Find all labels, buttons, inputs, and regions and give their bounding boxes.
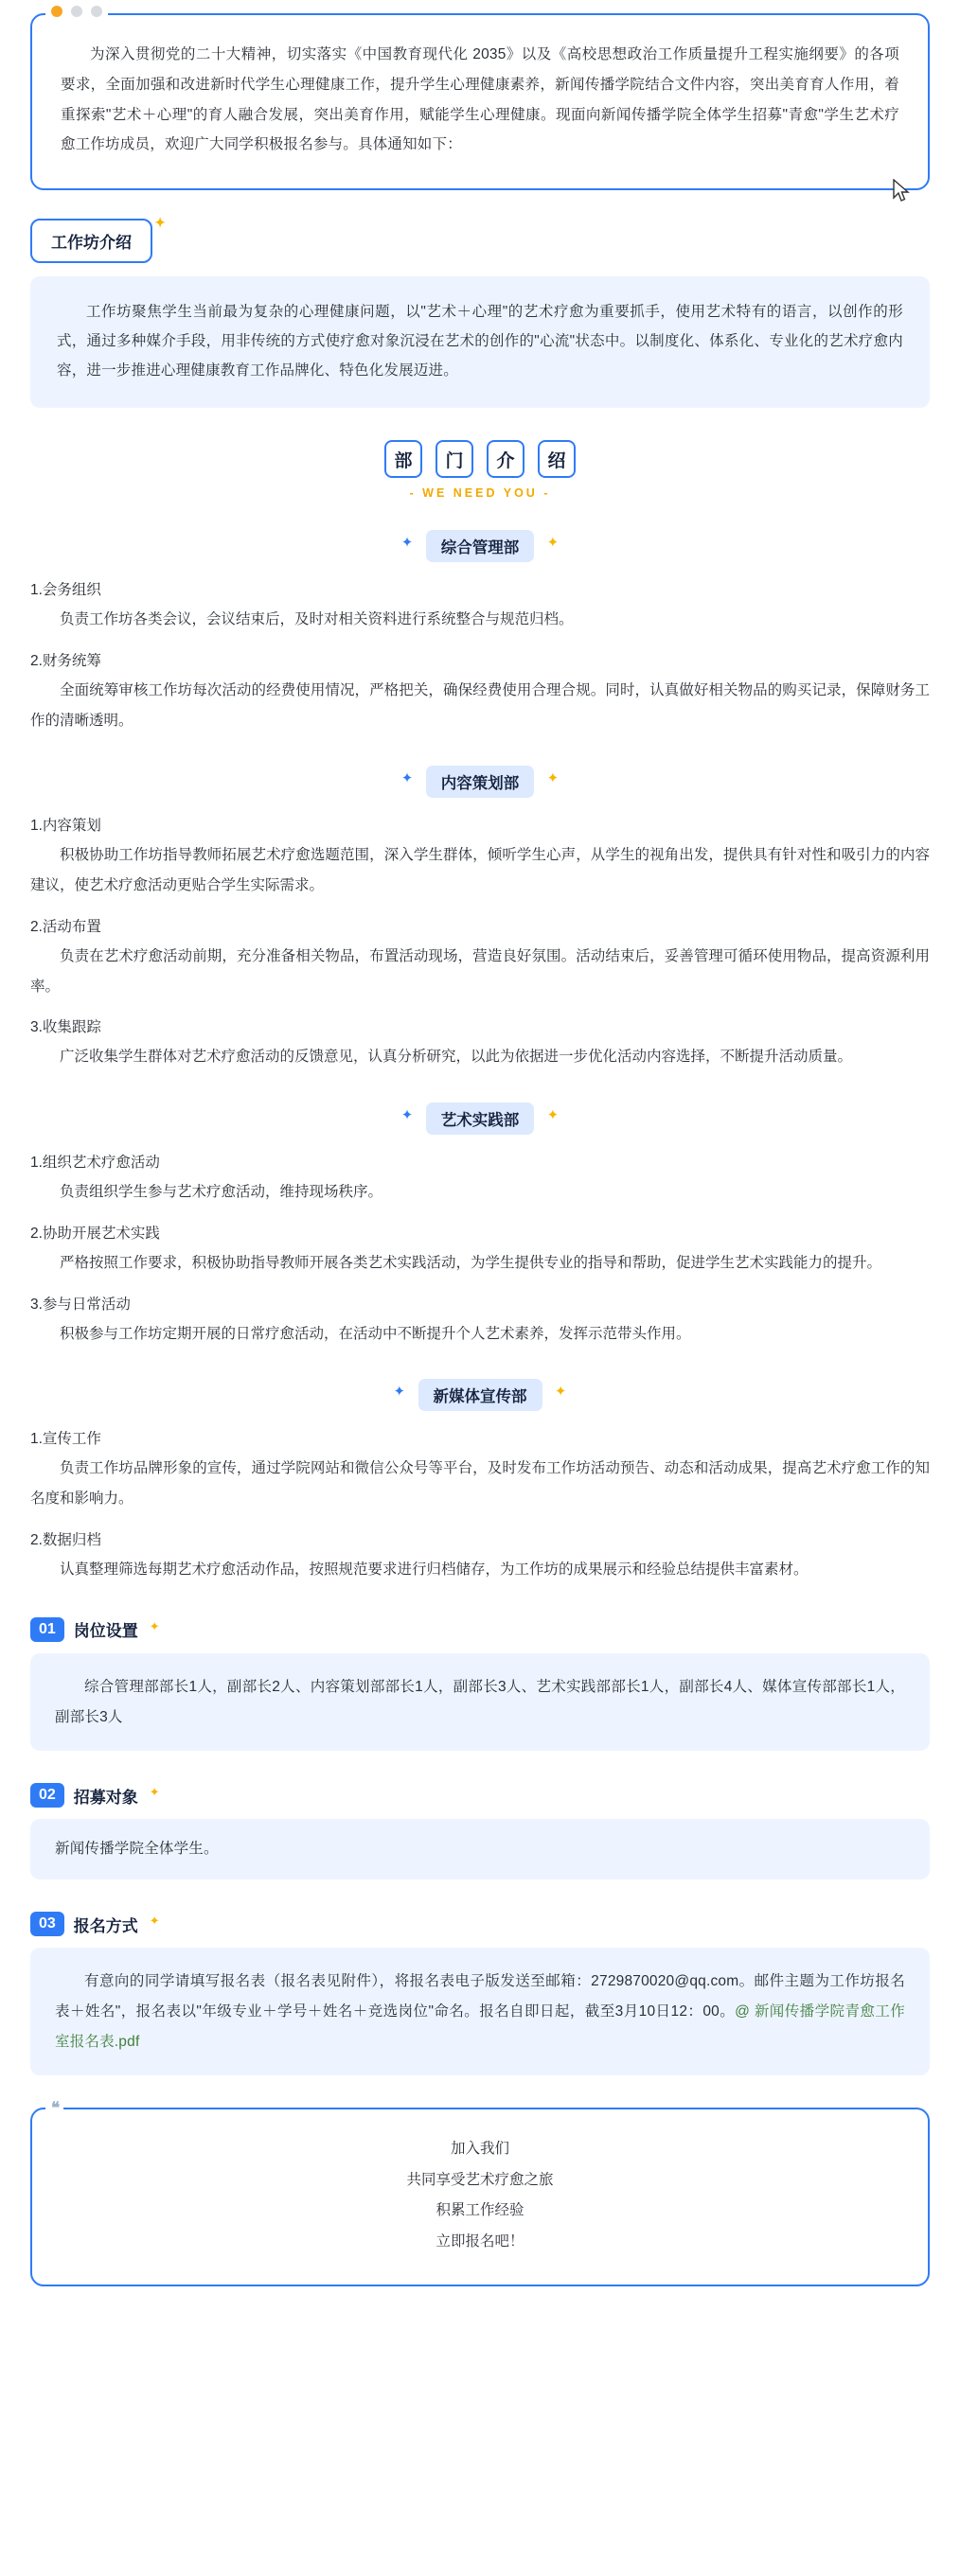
section-body-01: [30, 1653, 930, 1752]
department-name: 综合管理部: [426, 530, 535, 562]
department-heading: [0, 766, 960, 798]
sparkle-right-icon: ✦: [546, 535, 560, 552]
department-heading: [0, 1379, 960, 1411]
section-header-03: [30, 1912, 930, 1936]
department-name: 艺术实践部: [426, 1103, 535, 1135]
sparkle-icon: ✦: [149, 1785, 160, 1800]
item-body: 全面统筹审核工作坊每次活动的经费使用情况，严格把关，确保经费使用合理合规。同时，认真做好相关物品的购买记录，保障财务工作的清晰透明。: [30, 681, 930, 729]
section-paragraph-text: 有意向的同学请填写报名表（报名表见附件），将报名表电子版发送至邮箱：2729870020@qq.com。邮件主题为工作坊报名表＋姓名"，报名表以"年级专业＋学号＋姓名＋竞选岗位"命名。报名自即日起，截至3月10日12：00。: [55, 1973, 905, 2020]
item-title: 1.内容策划: [30, 818, 101, 835]
intro-paragraph: 为深入贯彻党的二十大精神，切实落实《中国教育现代化 2035》以及《高校思想政治工作质量提升工程实施纲要》的各项要求，全面加强和改进新时代学生心理健康工作，提升学生心理健康素养，新闻传播学院结合文件内容，突出美育育人作用，着重探索"艺术＋心理"的育人融合发展，突出美育作用，赋能学生心理健康。现面向新闻传播学院全体学生招募"青愈"学生艺术疗愈工作坊成员，欢迎广大同学积极报名参与。具体通知如下：: [61, 46, 899, 153]
window-dots: [45, 6, 108, 17]
workshop-pill: [30, 215, 166, 263]
banner-subtitle: - WE NEED YOU -: [409, 486, 551, 501]
item-body: 严格按照工作要求，积极协助指导教师开展各类艺术实践活动，为学生提供专业的指导和帮助，促进学生艺术实践能力的提升。: [60, 1254, 882, 1271]
sparkle-left-icon: ✦: [393, 1384, 406, 1401]
sparkle-icon: ✦: [154, 215, 166, 231]
item-body: 积极协助工作坊指导教师拓展艺术疗愈选题范围，深入学生群体，倾听学生心声，从学生的视角出发，提供具有针对性和吸引力的内容建议，使艺术疗愈活动更贴合学生实际需求。: [30, 847, 930, 894]
window-dot-grey-icon: [71, 6, 82, 17]
section-paragraph: 新闻传播学院全体学生。: [55, 1841, 219, 1858]
item-body: 负责工作坊各类会议，会议结束后，及时对相关资料进行系统整合与规范归档。: [60, 611, 574, 628]
workshop-description-box: [30, 276, 930, 408]
window-dot-orange-icon: [51, 6, 62, 17]
department-heading: [0, 1103, 960, 1135]
workshop-pill-row: [30, 215, 930, 263]
item-body: 积极参与工作坊定期开展的日常疗愈活动，在活动中不断提升个人艺术素养，发挥示范带头作用。: [60, 1325, 691, 1342]
section-number: 03: [30, 1912, 64, 1936]
intro-card: [30, 13, 930, 190]
banner-chars: [384, 440, 576, 478]
intro-section: [30, 13, 930, 190]
footer-line: 立即报名吧！: [436, 2233, 524, 2250]
footer-card: [30, 2108, 930, 2285]
section-title: 招募对象: [73, 1788, 138, 1807]
section-body-02: [30, 1819, 930, 1879]
section-paragraph: 综合管理部部长1人，副部长2人、内容策划部部长1人，副部长3人、艺术实践部部长1人，副部长4人、媒体宣传部部长1人，副部长3人: [55, 1678, 905, 1725]
sparkle-icon: ✦: [149, 1618, 160, 1633]
department-name: 内容策划部: [426, 766, 535, 798]
sparkle-left-icon: ✦: [400, 1107, 414, 1124]
banner-char: 部: [384, 440, 422, 478]
document-page: [0, 13, 960, 2315]
department-body: [30, 811, 930, 1072]
footer-section: [30, 2099, 930, 2285]
quote-icon: ❝: [45, 2099, 63, 2118]
item-title: 2.活动布置: [30, 918, 101, 935]
sparkle-right-icon: ✦: [546, 770, 560, 787]
banner-char: 介: [487, 440, 524, 478]
workshop-paragraph: 工作坊聚焦学生当前最为复杂的心理健康问题，以"艺术＋心理"的艺术疗愈为重要抓手，使用艺术特有的语言，以创作的形式，通过多种媒介手段，用非传统的方式使疗愈对象沉浸在艺术的创作的"心流"状态中。以制度化、体系化、专业化的艺术疗愈内容，进一步推进心理健康教育工作品牌化、特色化发展迈进。: [57, 304, 903, 379]
section-title: 岗位设置: [73, 1622, 138, 1641]
item-title: 1.组织艺术疗愈活动: [30, 1155, 160, 1172]
section-header-02: [30, 1783, 930, 1808]
we-need-you-banner: [0, 440, 960, 500]
item-title: 2.数据归档: [30, 1532, 101, 1549]
section-number: 01: [30, 1617, 64, 1642]
department-body: [30, 1148, 930, 1349]
item-title: 3.参与日常活动: [30, 1296, 131, 1313]
item-title: 2.财务统筹: [30, 652, 101, 669]
section-header-01: [30, 1617, 930, 1642]
section-body-03: [30, 1948, 930, 2075]
item-title: 2.协助开展艺术实践: [30, 1225, 160, 1242]
item-body: 负责在艺术疗愈活动前期，充分准备相关物品，布置活动现场，营造良好氛围。活动结束后，妥善管理可循环使用物品，提高资源利用率。: [30, 947, 930, 995]
section-number: 02: [30, 1783, 64, 1808]
sparkle-left-icon: ✦: [400, 535, 414, 552]
footer-line: 加入我们: [450, 2141, 509, 2158]
item-body: 负责工作坊品牌形象的宣传，通过学院网站和微信公众号等平台，及时发布工作坊活动预告、动态和活动成果，提高艺术疗愈工作的知名度和影响力。: [30, 1460, 930, 1508]
section-title: 报名方式: [73, 1916, 138, 1935]
item-title: 3.收集跟踪: [30, 1019, 101, 1036]
section-paragraph: [55, 1967, 905, 2056]
banner-char: 门: [436, 440, 473, 478]
department-heading: [0, 530, 960, 562]
department-body: [30, 1424, 930, 1584]
item-title: 1.宣传工作: [30, 1431, 101, 1448]
item-body: 认真整理筛选每期艺术疗愈活动作品，按照规范要求进行归档储存，为工作坊的成果展示和经验总结提供丰富素材。: [60, 1561, 809, 1579]
mouse-cursor-icon: [892, 179, 913, 203]
footer-line: 共同享受艺术疗愈之旅: [406, 2171, 554, 2188]
sparkle-right-icon: ✦: [546, 1107, 560, 1124]
item-body: 广泛收集学生群体对艺术疗愈活动的反馈意见，认真分析研究，以此为依据进一步优化活动内容选择，不断提升活动质量。: [60, 1049, 853, 1066]
department-name: 新媒体宣传部: [418, 1379, 542, 1411]
item-title: 1.会务组织: [30, 582, 101, 599]
sparkle-icon: ✦: [149, 1914, 160, 1929]
footer-line: 积累工作经验: [436, 2202, 524, 2219]
department-body: [30, 575, 930, 735]
item-body: 负责组织学生参与艺术疗愈活动，维持现场秩序。: [60, 1184, 383, 1201]
sparkle-left-icon: ✦: [400, 770, 414, 787]
banner-char: 绍: [538, 440, 576, 478]
attachment-link[interactable]: @ 新闻传播学院青愈工作室报名表.pdf: [55, 2003, 905, 2050]
window-dot-grey2-icon: [91, 6, 102, 17]
workshop-pill-label: 工作坊介绍: [51, 234, 132, 253]
sparkle-right-icon: ✦: [554, 1384, 567, 1401]
